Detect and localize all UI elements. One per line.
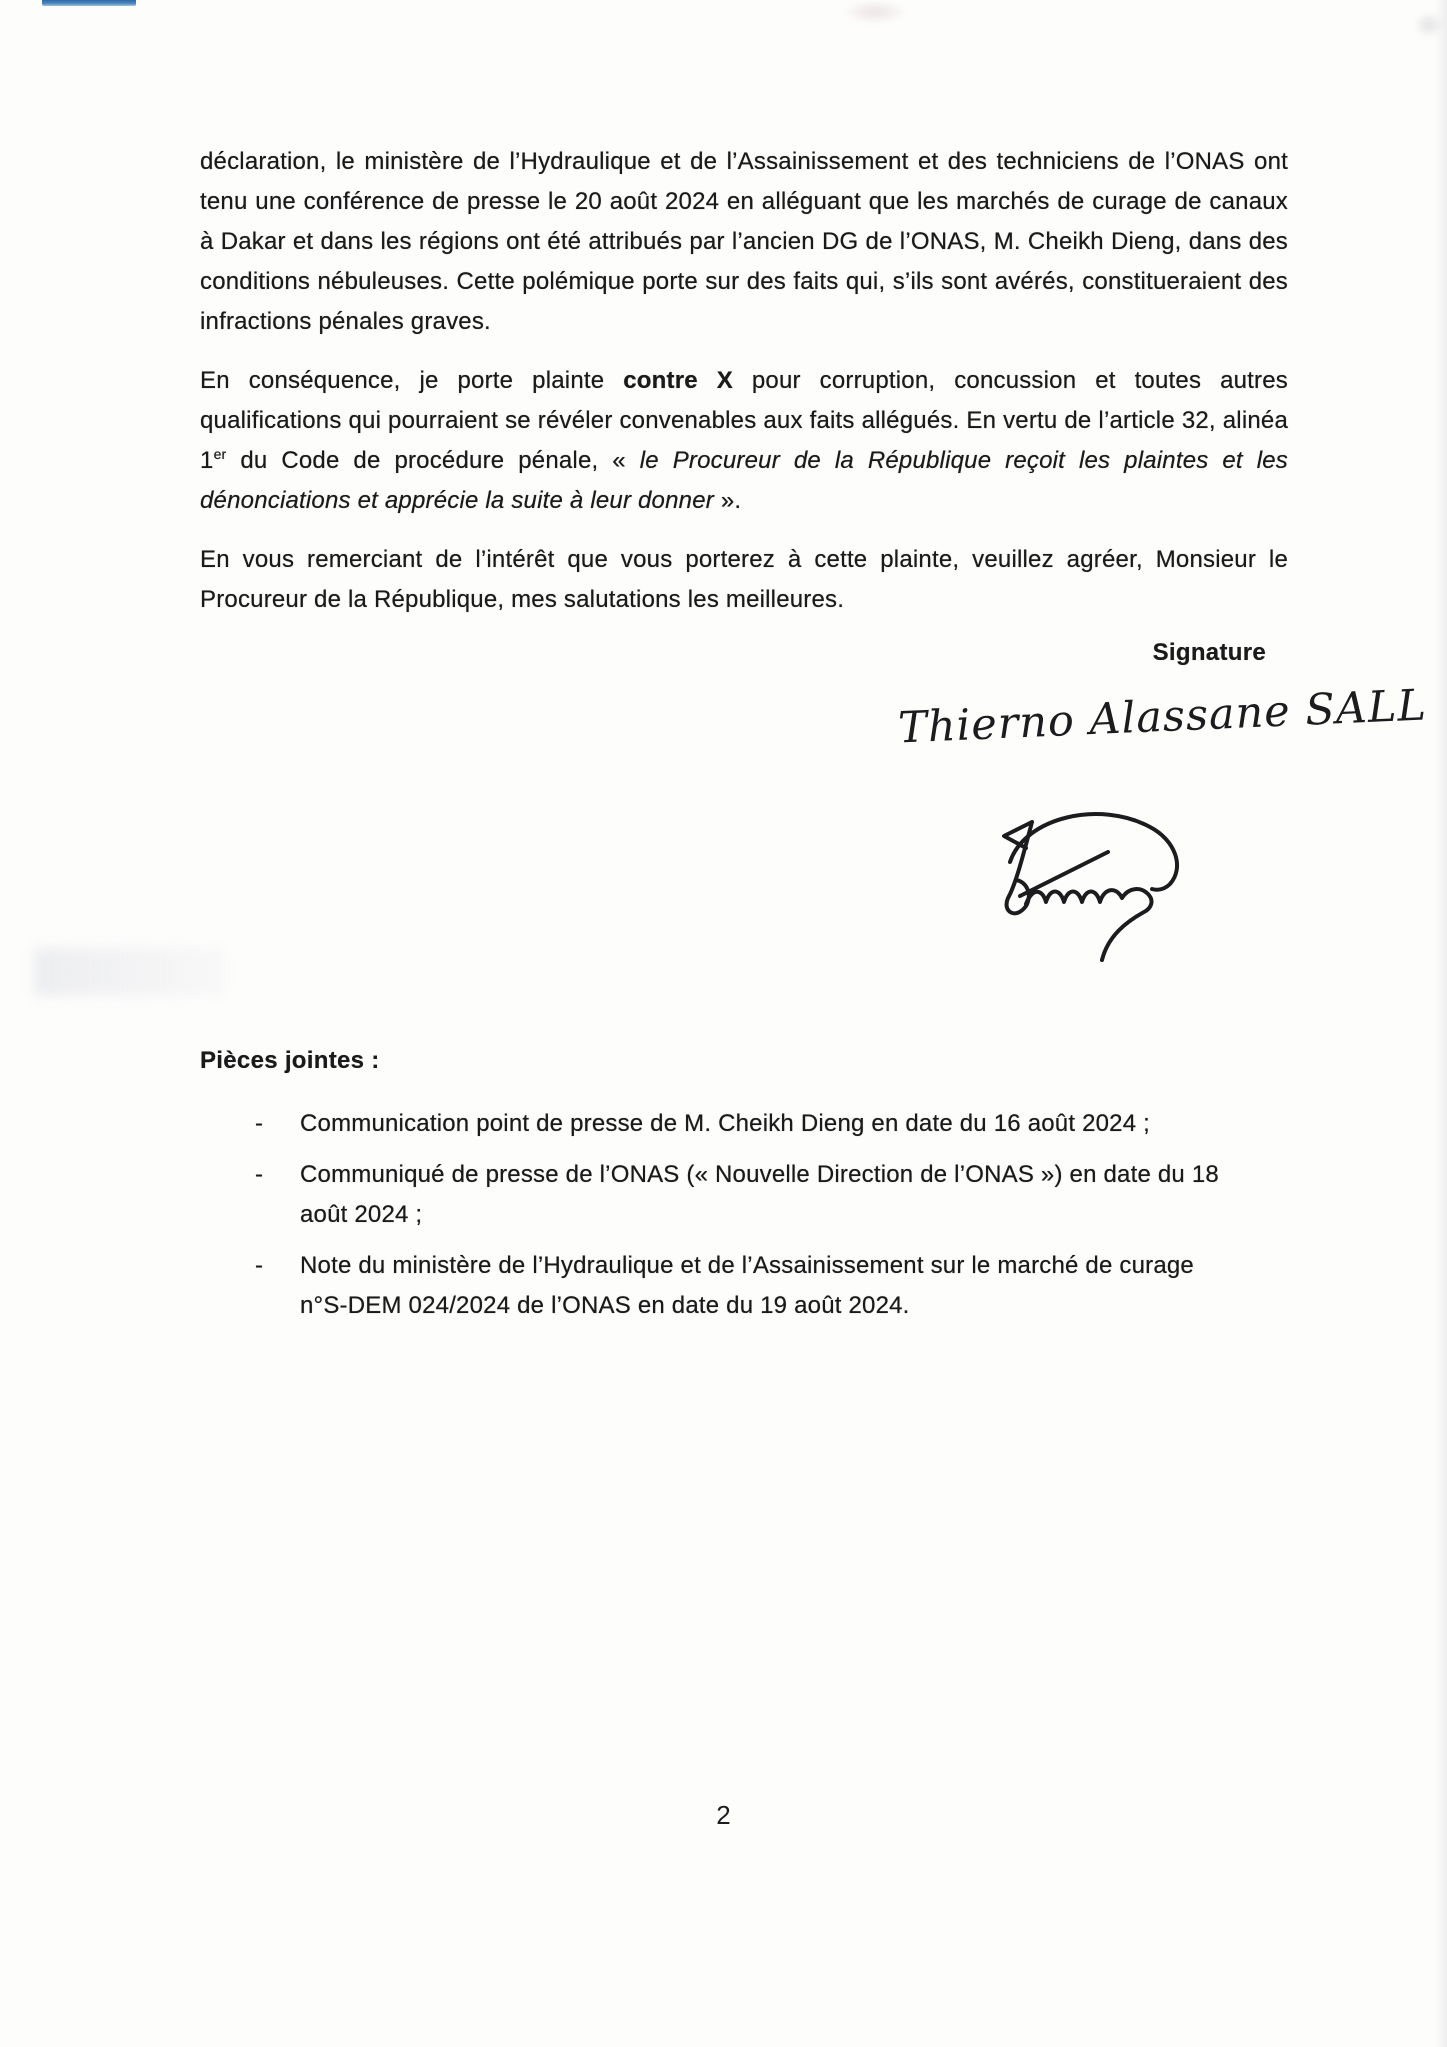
paragraph-complaint <box>200 361 1288 521</box>
scan-artifact-blue-bar <box>42 0 136 6</box>
signature-stroke-cross <box>1020 852 1108 896</box>
scan-edge-shadow <box>1435 0 1447 2047</box>
list-dash: - <box>255 1252 264 1279</box>
handwritten-name: Thierno Alassane SALL <box>897 680 1428 754</box>
complaint-text-mid: pour corruption, concussion et toutes autres qualifications qui pourraient se révéler convenables aux faits allégués. En vertu de l’article 32, alinéa 1 <box>200 367 1288 474</box>
page-number: 2 <box>716 1800 731 1830</box>
attachment-item <box>200 1246 1292 1326</box>
attachment-item <box>200 1155 1292 1235</box>
paragraph-closing: En vous remerciant de l’intérêt que vous porterez à cette plainte, veuillez agréer, Monsieur le Procureur de la République, mes salutations les meilleures. <box>200 546 1288 613</box>
attachments-heading: Pièces jointes : <box>200 1047 380 1074</box>
signature-scribble <box>980 792 1196 964</box>
signature-label: Signature <box>1152 639 1266 666</box>
signature-stroke-humps <box>1026 889 1151 960</box>
signature-stroke-arc <box>1010 814 1177 890</box>
paragraph-allegations: déclaration, le ministère de l’Hydraulique et de l’Assainissement et des techniciens de l’ONAS ont tenu une conférence de presse le 20 août 2024 en alléguant que les marchés de curage de canaux à Dakar et dans les régions ont été attribués par l’ancien DG de l’ONAS, M. Cheikh Dieng, dans des conditions nébuleuses. Cette polémique porte sur des faits qui, s’ils sont avérés, constitueraient des infractions pénales graves. <box>200 148 1288 335</box>
complaint-contre-x-bold: contre X <box>623 367 733 394</box>
scan-smudge <box>34 948 224 996</box>
complaint-text-end: ». <box>713 487 742 514</box>
attachment-text: Communication point de presse de M. Cheikh Dieng en date du 16 août 2024 ; <box>300 1110 1150 1137</box>
list-dash: - <box>255 1161 264 1188</box>
complaint-text-start: En conséquence, je porte plainte <box>200 367 624 394</box>
list-dash: - <box>255 1110 264 1137</box>
legal-quote-italic: le Procureur de la République reçoit les plaintes et les dénonciations et apprécie la suite à leur donner <box>200 447 1288 514</box>
attachments-section <box>200 1047 1292 1337</box>
complaint-text-mid2: du Code de procédure pénale, « <box>226 447 640 474</box>
scan-smudge <box>842 0 908 24</box>
attachment-item <box>200 1104 1292 1144</box>
attachment-text: Note du ministère de l’Hydraulique et de l’Assainissement sur le marché de curage n°S-DEM 024/2024 de l’ONAS en date du 19 août 2024. <box>300 1252 1194 1319</box>
attachment-text: Communiqué de presse de l’ONAS (« Nouvelle Direction de l’ONAS ») en date du 18 août 2024 ; <box>300 1161 1219 1228</box>
ordinal-superscript: er <box>213 446 227 462</box>
letter-body <box>200 142 1288 667</box>
